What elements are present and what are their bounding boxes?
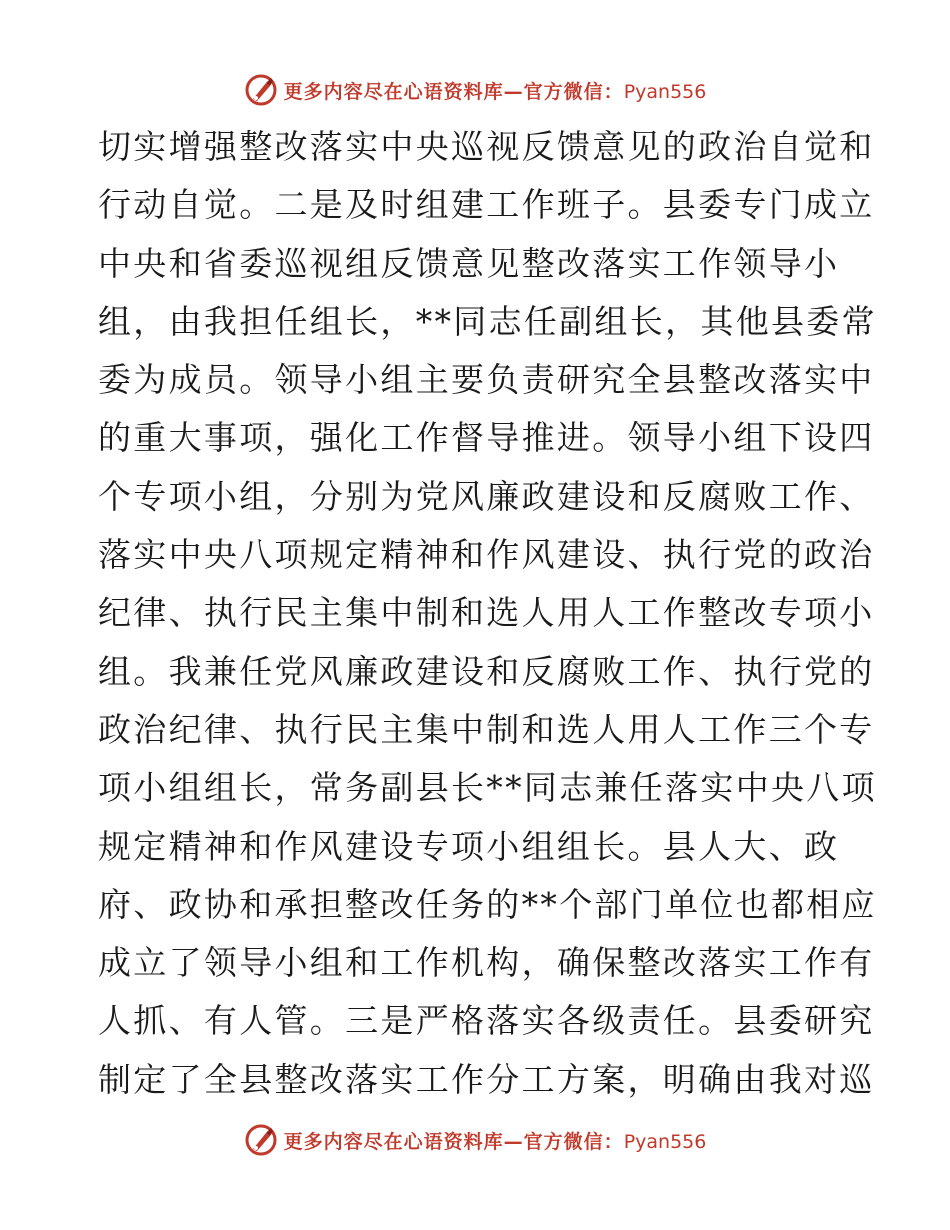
- text-line: 政治纪律、执行民主集中制和选人用人工作三个专: [98, 709, 875, 749]
- text-line: 切实增强整改落实中央巡视反馈意见的政治自觉和: [98, 127, 875, 166]
- text-line: 纪律、执行民主集中制和选人用人工作整改专项小: [98, 593, 875, 633]
- header-dash: —: [503, 80, 524, 103]
- footer-dash: —: [503, 1130, 524, 1153]
- quill-pen-logo-icon: [244, 1123, 278, 1157]
- text-line: 中央和省委巡视组反馈意见整改落实工作领导小: [98, 243, 840, 283]
- header-wechat-label: 官方微信：: [523, 80, 624, 103]
- text-line: 落实中央八项规定精神和作风建设、执行党的政治: [98, 535, 875, 575]
- footer-site-name: 更多内容尽在心语资料库: [283, 1130, 504, 1153]
- text-line: 项小组组长，常务副县长**同志兼任落实中央八项: [98, 768, 877, 808]
- footer-banner: [0, 1120, 950, 1160]
- footer-banner-text: [284, 1127, 707, 1154]
- text-line: 组，由我担任组长，**同志任副组长，其他县委常: [98, 301, 877, 341]
- footer-wechat-label: 官方微信：: [523, 1130, 624, 1153]
- text-line: 个专项小组，分别为党风廉政建设和反腐败工作、: [98, 476, 875, 516]
- text-line: 规定精神和作风建设专项小组组长。县人大、政: [98, 826, 840, 866]
- text-line: 的重大事项，强化工作督导推进。领导小组下设四: [98, 418, 875, 458]
- footer-wechat-id: Pyan556: [623, 1130, 707, 1153]
- text-line: 组。我兼任党风廉政建设和反腐败工作、执行党的: [98, 651, 875, 691]
- text-line: 人抓、有人管。三是严格落实各级责任。县委研究: [98, 1001, 875, 1041]
- header-banner: [0, 70, 950, 110]
- quill-pen-logo-icon: [244, 73, 278, 107]
- text-line: 制定了全县整改落实工作分工方案，明确由我对巡: [98, 1059, 875, 1099]
- text-line: 府、政协和承担整改任务的**个部门单位也都相应: [98, 884, 877, 924]
- header-site-name: 更多内容尽在心语资料库: [283, 80, 504, 103]
- header-wechat-id: Pyan556: [623, 80, 707, 103]
- text-line: 委为成员。领导小组主要负责研究全县整改落实中: [98, 360, 875, 400]
- text-line: 行动自觉。二是及时组建工作班子。县委专门成立: [98, 185, 875, 225]
- document-body: [98, 118, 877, 1109]
- text-line: 成立了领导小组和工作机构，确保整改落实工作有: [98, 943, 875, 983]
- header-banner-text: [284, 77, 707, 104]
